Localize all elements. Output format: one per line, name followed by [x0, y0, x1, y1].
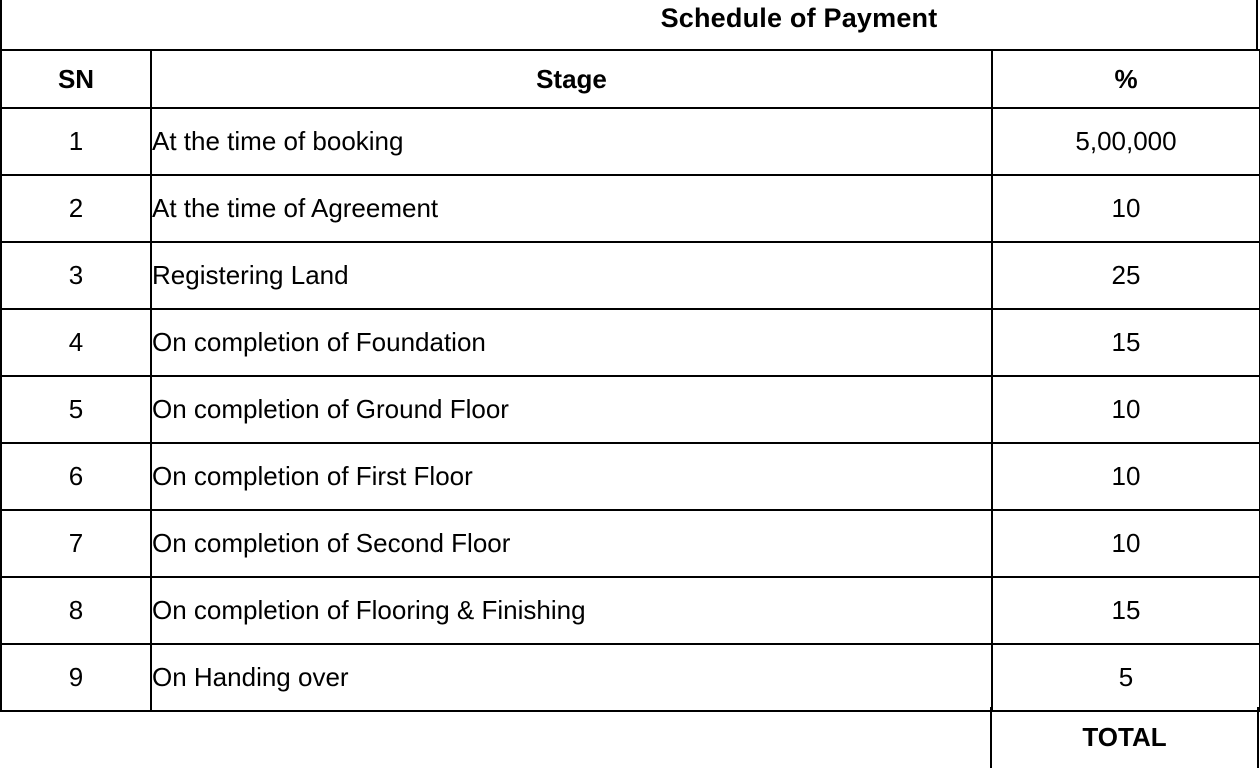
sn-cell: 6 [1, 443, 151, 510]
sn-cell: 5 [1, 376, 151, 443]
percent-cell: 25 [992, 242, 1260, 309]
sn-cell: 4 [1, 309, 151, 376]
header-percent: % [992, 50, 1260, 108]
table-row [1, 108, 1260, 175]
table-row [1, 644, 1260, 711]
table-title: Schedule of Payment [660, 3, 938, 33]
table-row [1, 510, 1260, 577]
stage-cell: Registering Land [151, 242, 992, 309]
title-row [0, 0, 1258, 49]
sn-cell: 8 [1, 577, 151, 644]
stage-cell: On completion of Foundation [151, 309, 992, 376]
stage-cell: On completion of Flooring & Finishing [151, 577, 992, 644]
table-row [1, 309, 1260, 376]
sn-cell: 2 [1, 175, 151, 242]
percent-cell: 10 [992, 443, 1260, 510]
stage-cell: On completion of First Floor [151, 443, 992, 510]
header-row [1, 50, 1260, 108]
stage-cell: On completion of Ground Floor [151, 376, 992, 443]
percent-cell: 5,00,000 [992, 108, 1260, 175]
table-row [1, 443, 1260, 510]
total-label: TOTAL [990, 707, 1259, 768]
sn-cell: 3 [1, 242, 151, 309]
sn-cell: 1 [1, 108, 151, 175]
stage-cell: At the time of Agreement [151, 175, 992, 242]
percent-cell: 10 [992, 510, 1260, 577]
sn-cell: 9 [1, 644, 151, 711]
percent-cell: 5 [992, 644, 1260, 711]
header-sn: SN [1, 50, 151, 108]
table-row [1, 175, 1260, 242]
percent-cell: 15 [992, 577, 1260, 644]
sn-cell: 7 [1, 510, 151, 577]
table-row [1, 577, 1260, 644]
stage-cell: On completion of Second Floor [151, 510, 992, 577]
percent-cell: 10 [992, 175, 1260, 242]
percent-cell: 10 [992, 376, 1260, 443]
header-stage: Stage [151, 50, 992, 108]
table-row [1, 376, 1260, 443]
stage-cell: At the time of booking [151, 108, 992, 175]
percent-cell: 15 [992, 309, 1260, 376]
schedule-table [0, 49, 1260, 712]
stage-cell: On Handing over [151, 644, 992, 711]
table-row [1, 242, 1260, 309]
